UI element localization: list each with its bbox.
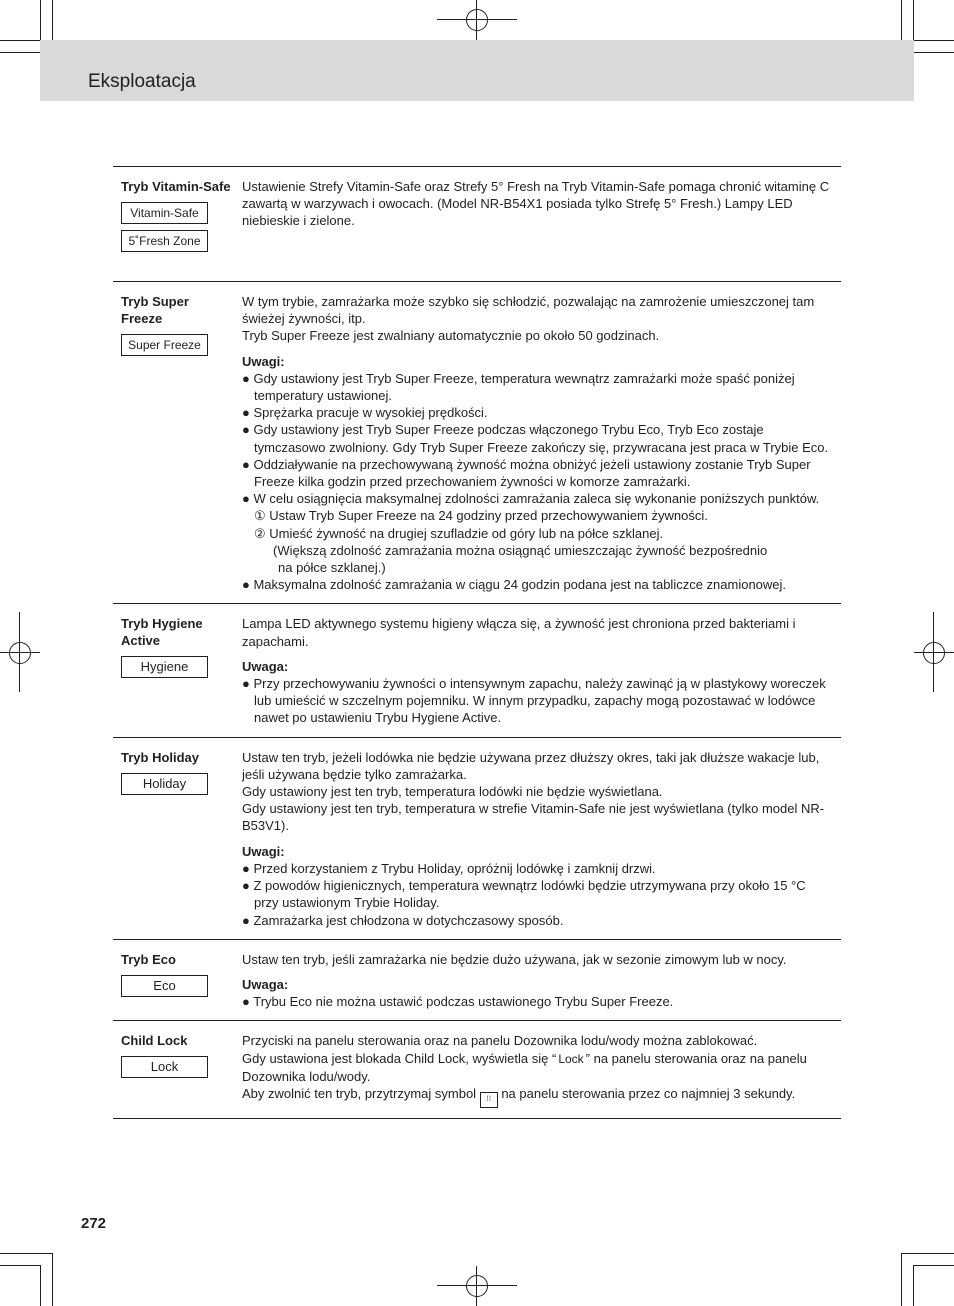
registration-mark (466, 1275, 488, 1297)
description: Lampa LED aktywnego systemu higieny włącza się, a żywność jest chroniona przed bakteriami i zapachami. (242, 616, 796, 649)
crop-mark (0, 1265, 40, 1266)
crop-mark (40, 0, 41, 40)
crop-mark (0, 1253, 52, 1254)
registration-mark (476, 1266, 477, 1306)
registration-mark (476, 0, 477, 40)
lock-key-icon: ⁝⁝ (480, 1092, 498, 1108)
description: Gdy ustawiony jest ten tryb, temperatura w strefie Vitamin-Safe nie jest wyświetlana (tylko model NR-B53V1). (242, 801, 825, 834)
description: Gdy ustawiony jest ten tryb, temperatura lodówki nie będzie wyświetlana. (242, 784, 663, 800)
note-bullet: ● Z powodów higienicznych, temperatura wewnątrz lodówki będzie utrzymywana przy około 15 °C przy ustawionym Trybie Holiday. (242, 878, 806, 911)
registration-mark (466, 9, 488, 31)
eco-button: Eco (121, 975, 208, 997)
mode-row-vitamin-safe (113, 167, 841, 282)
description: Ustaw ten tryb, jeśli zamrażarka nie będzie dużo używana, jak w sezonie zimowym lub w nocy. (242, 951, 787, 967)
description: Tryb Super Freeze jest zwalniany automatycznie po około 50 godzinach. (242, 328, 660, 344)
page-title: Eksploatacja (88, 71, 196, 92)
step-note: na półce szklanej.) (278, 560, 386, 576)
holiday-button: Holiday (121, 773, 208, 795)
note-bullet: ● Gdy ustawiony jest Tryb Super Freeze podczas włączonego Trybu Eco, Tryb Eco zostaje tymczasowo zwolniony. Gdy Tryb Super Freeze zakończy się, przywracana jest praca w Trybie Eco. (242, 422, 829, 455)
registration-mark (0, 652, 40, 653)
crop-mark (901, 1253, 954, 1254)
step-item: ① Ustaw Tryb Super Freeze na 24 godziny przed przechowywaniem żywności. (254, 508, 708, 524)
step-item: ② Umieść żywność na drugiej szufladzie od góry lub na półce szklanej. (254, 525, 664, 541)
modes-table (113, 166, 841, 1119)
note-bullet: ● Przy przechowywaniu żywności o intensywnym zapachu, należy zawinąć ją w plastykowy woreczek lub umieścić w szczelnym pojemniku. W innym przypadku, zapachy mogą pozostawać w lodówce nawet po ustawieniu Trybu Hygiene Active. (242, 676, 826, 726)
mode-row-child-lock (113, 1021, 841, 1119)
lock-button: Lock (121, 1056, 208, 1078)
mode-row-holiday (113, 738, 841, 940)
description: Ustaw ten tryb, jeżeli lodówka nie będzie używana przez dłuższy okres, taki jak dłuższe wakacje lub, jeśli używana będzie tylko zamrażarka. (242, 749, 820, 782)
text-segment: Gdy ustawiona jest blokada Child Lock, wyświetla się “ (242, 1050, 557, 1066)
text-segment: Aby zwolnić ten tryb, przytrzymaj symbol (242, 1085, 477, 1101)
note-bullet: ● W celu osiągnięcia maksymalnej zdolności zamrażania zaleca się wykonanie poniższych punktów. (242, 491, 820, 507)
note-bullet: ● Maksymalna zdolność zamrażania w ciągu 24 godzin podana jest na tabliczce znamionowej. (242, 577, 787, 593)
description: W tym trybie, zamrażarka może szybko się schłodzić, pozwalając na zamrożenie umieszczonej tam świeżej żywności, itp. (242, 294, 815, 327)
crop-mark (901, 1253, 902, 1306)
crop-mark (40, 1265, 41, 1306)
registration-mark (914, 652, 954, 653)
note-bullet: ● Zamrażarka jest chłodzona w dotychczasowy sposób. (242, 912, 564, 928)
note-heading: Uwaga: (242, 658, 289, 674)
text-segment: ” na panelu sterowania oraz na panelu Dozownika lodu/wody. (242, 1050, 807, 1084)
note-bullet: ● Gdy ustawiony jest Tryb Super Freeze, temperatura wewnątrz zamrażarki może spaść poniżej temperatury ustawionej. (242, 370, 795, 404)
crop-mark (914, 40, 954, 41)
mode-title: Tryb Eco (121, 951, 176, 967)
mode-row-super-freeze (113, 282, 841, 604)
registration-mark (9, 642, 31, 664)
note-heading: Uwagi: (242, 843, 285, 859)
vitamin-safe-button: Vitamin-Safe (121, 202, 208, 224)
page-number: 272 (81, 1215, 107, 1232)
registration-mark (933, 612, 934, 692)
description: Ustawienie Strefy Vitamin-Safe oraz Strefy 5° Fresh na Tryb Vitamin-Safe pomaga chronić witaminę C zawartą w warzywach i owocach. (Model NR-B54X1 posiada tylko Strefę 5° Fresh.) Lampy LED niebieskie i zielone. (242, 179, 830, 229)
mode-row-hygiene-active (113, 604, 841, 737)
fresh-zone-button: 5˚Fresh Zone (121, 230, 208, 252)
note-bullet: ● Sprężarka pracuje w wysokiej prędkości. (242, 405, 488, 421)
crop-mark (52, 1253, 53, 1306)
mode-title: Tryb Holiday (121, 749, 200, 765)
super-freeze-button: Super Freeze (121, 334, 208, 356)
mode-title: Child Lock (121, 1033, 188, 1049)
registration-mark (437, 19, 517, 20)
note-bullet: ● Oddziaływanie na przechowywaną żywność można obniżyć jeżeli ustawiony zostanie Tryb Super Freeze kilka godzin przed przechowaniem żywności w komorze zamrażarki. (242, 456, 811, 490)
note-heading: Uwagi: (242, 353, 285, 369)
registration-mark (437, 1285, 517, 1286)
hygiene-button: Hygiene (121, 656, 208, 678)
description (242, 1085, 831, 1108)
lock-display-text: Lock (558, 1051, 584, 1066)
crop-mark (913, 1265, 914, 1306)
text-segment: na panelu sterowania przez co najmniej 3 sekundy. (501, 1085, 796, 1101)
registration-mark (923, 642, 945, 664)
description: Przyciski na panelu sterowania oraz na panelu Dozownika lodu/wody można zablokować. (242, 1033, 758, 1049)
mode-row-eco (113, 940, 841, 1022)
crop-mark (0, 40, 40, 41)
mode-title: Tryb Vitamin-Safe (121, 179, 231, 194)
mode-title: Tryb Hygiene Active (121, 616, 203, 649)
description (242, 1050, 831, 1085)
crop-mark (913, 1265, 954, 1266)
note-heading: Uwaga: (242, 976, 289, 992)
note-bullet: ● Przed korzystaniem z Trybu Holiday, opróżnij lodówkę i zamknij drzwi. (242, 860, 656, 876)
step-note: (Większą zdolność zamrażania można osiągnąć umieszczając żywność bezpośrednio (273, 542, 768, 558)
note-bullet: ● Trybu Eco nie można ustawić podczas ustawionego Trybu Super Freeze. (242, 994, 674, 1010)
crop-mark (913, 0, 914, 40)
mode-title: Tryb Super Freeze (121, 294, 189, 326)
registration-mark (19, 612, 20, 692)
